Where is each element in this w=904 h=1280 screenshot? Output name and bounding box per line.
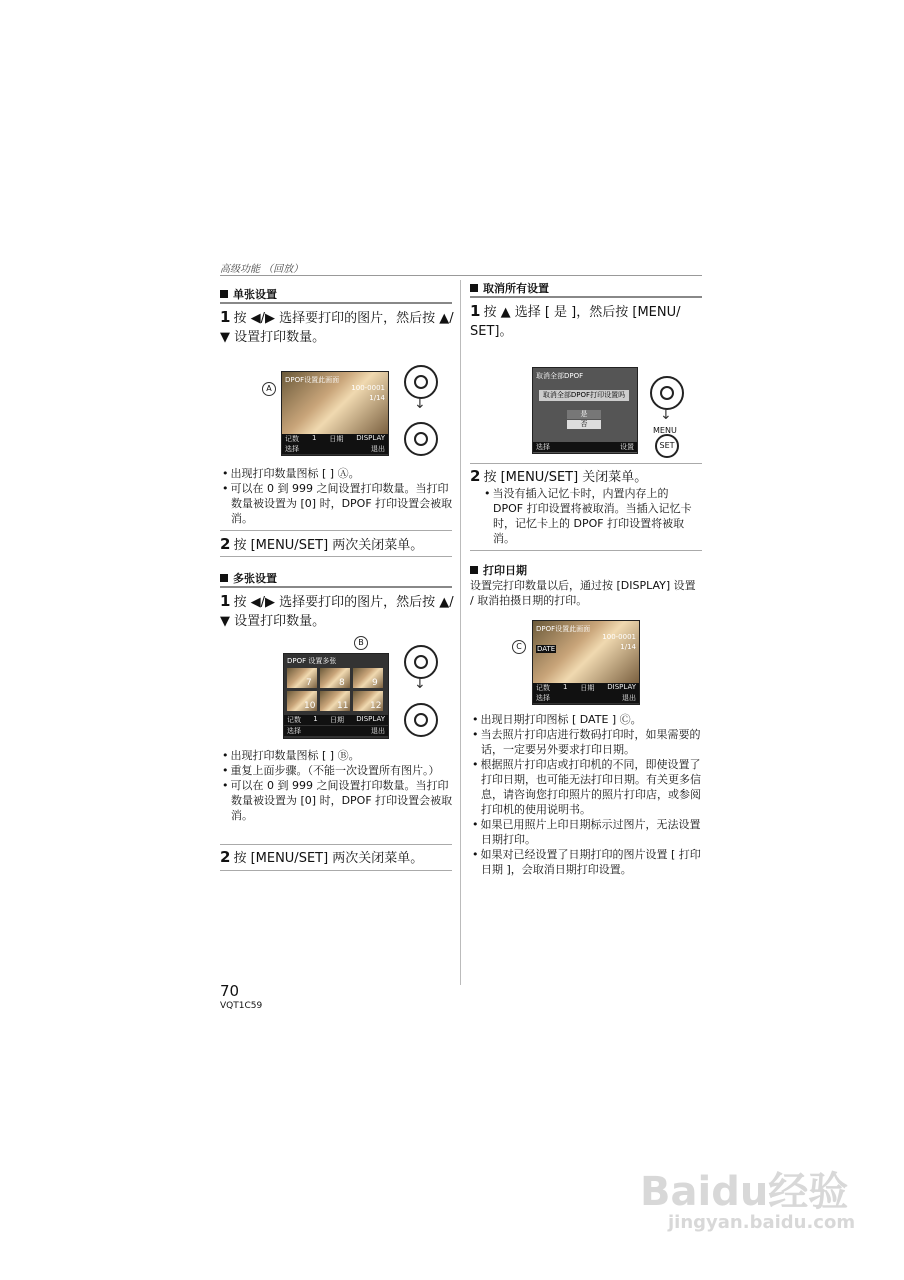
thumb-num: 12: [370, 701, 382, 711]
cancel-select: 选择: [536, 443, 550, 451]
single-date: 日期: [329, 435, 344, 443]
watermark-url: jingyan.baidu.com: [668, 1212, 856, 1233]
section-cancel-title: 取消所有设置: [483, 282, 549, 295]
thumb: [353, 668, 383, 688]
dpad-ud-icon: [404, 703, 438, 737]
arrow-down-icon: ↓: [660, 407, 672, 423]
callout-b: B: [354, 636, 368, 650]
callout-c: C: [512, 640, 526, 654]
multi-exit: 退出: [371, 727, 385, 735]
single-qty: 1: [311, 434, 317, 442]
single-count: 1/14: [369, 394, 385, 402]
thumb-num: 10: [304, 701, 316, 711]
multi-bar-1: [284, 715, 388, 725]
multi-date: 日期: [330, 716, 344, 724]
rule: [220, 556, 452, 557]
date-bullets: [472, 712, 702, 877]
date-bullet-4: • 如果已用照片上印日期标示过图片，无法设置日期打印。: [472, 817, 702, 847]
date-intro: 设置完打印数量以后，通过按 [DISPLAY] 设置 / 取消拍摄日期的打印。: [470, 579, 696, 607]
single-screen-title: DPOF设置此画面: [285, 376, 340, 384]
cancel-question: 取消全部DPOF打印设置吗: [539, 390, 629, 401]
multi-display: DISPLAY: [356, 715, 385, 723]
multi-select: 选择: [287, 727, 301, 735]
date-tag-icon: DATE: [537, 645, 556, 653]
date-bullet-2: • 当去照片打印店进行数码打印时，如果需要的话，一定要另外要求打印日期。: [472, 727, 702, 757]
cancel-screen-title: 取消全部DPOF: [536, 372, 584, 380]
dpad-lr-icon: [404, 645, 438, 679]
date-bullet-1: • 出现日期打印图标 [ DATE ] Ⓒ。: [472, 712, 702, 727]
section-single: [220, 286, 277, 302]
single-select: 选择: [285, 445, 299, 453]
menu-set-button-icon: SET: [655, 434, 679, 458]
rule: [220, 844, 452, 845]
single-bar-1: [282, 434, 388, 444]
rule: [470, 463, 702, 464]
multi-bullet-1: • 出现打印数量图标 [ ] Ⓑ。: [222, 748, 454, 763]
date-qty: 1: [562, 683, 568, 691]
rule: [220, 870, 452, 871]
step-number: 1: [220, 592, 231, 610]
section-single-title: 单张设置: [233, 288, 277, 301]
cancel-step1-text: 按 ▲ 选择 [ 是 ]，然后按 [MENU/ SET]。: [470, 305, 681, 339]
thumb-num: 11: [337, 701, 349, 711]
multi-bar-2: [284, 726, 388, 736]
step-number: 1: [220, 308, 231, 326]
single-bar-2: [282, 444, 388, 454]
step-number: 2: [220, 848, 231, 866]
multi-step2: [220, 848, 455, 868]
cancel-step2: [470, 467, 702, 487]
multi-label: 记数: [287, 716, 301, 724]
bullet-square-icon: [220, 574, 228, 582]
date-display: DISPLAY: [607, 683, 636, 691]
date-screen-title: DPOF设置此画面: [536, 625, 591, 633]
dpad-ud-icon: [404, 422, 438, 456]
header-rule: [220, 275, 702, 276]
single-step1-text: 按 ◀/▶ 选择要打印的图片，然后按 ▲/▼ 设置打印数量。: [220, 311, 454, 345]
column-divider: [460, 280, 461, 985]
single-screen: [281, 371, 389, 456]
cancel-bullet-1: • 当没有插入记忆卡时，内置内存上的 DPOF 打印设置将被取消。当插入记忆卡时，记忆卡上的 DPOF 打印设置将被取消。: [484, 486, 700, 546]
cancel-step1: [470, 302, 702, 341]
cancel-bullets: [484, 486, 700, 546]
cancel-step2-text: 按 [MENU/SET] 关闭菜单。: [483, 470, 648, 485]
cancel-yes: 是: [567, 410, 601, 419]
thumb-num: 8: [339, 678, 345, 688]
arrow-down-icon: ↓: [414, 676, 426, 692]
single-bullet-1: • 出现打印数量图标 [ ] Ⓐ。: [222, 466, 454, 481]
section-date-title: 打印日期: [483, 564, 527, 577]
arrow-down-icon: ↓: [414, 396, 426, 412]
cancel-screen: [532, 367, 638, 454]
section-multi: [220, 570, 277, 586]
multi-step1-text: 按 ◀/▶ 选择要打印的图片，然后按 ▲/▼ 设置打印数量。: [220, 595, 454, 629]
date-bar-2: [533, 693, 639, 703]
single-display: DISPLAY: [356, 434, 385, 442]
page-header: 高级功能 （回放）: [220, 264, 304, 275]
single-bullets: [222, 466, 454, 526]
date-bar-1: [533, 683, 639, 693]
dpad-up-icon: [650, 376, 684, 410]
cancel-bar: [533, 442, 637, 452]
single-exit: 退出: [371, 445, 385, 453]
thumb-num: 7: [306, 678, 312, 688]
step-number: 2: [220, 535, 231, 553]
date-count: 1/14: [620, 643, 636, 651]
multi-step1: [220, 592, 455, 631]
watermark-brand: Baidu经验: [640, 1169, 849, 1215]
callout-a: A: [262, 382, 276, 396]
bullet-square-icon: [470, 566, 478, 574]
multi-bullet-2: • 重复上面步骤。（不能一次设置所有图片。）: [222, 763, 454, 778]
step-number: 2: [470, 467, 481, 485]
date-bullet-3: • 根据照片打印店或打印机的不同，即使设置了打印日期，也可能无法打印日期。有关更多信息，请咨询您打印照片的照片打印店，或参阅打印机的使用说明书。: [472, 757, 702, 817]
multi-bullets: [222, 748, 454, 823]
date-file: 100-0001: [602, 633, 636, 641]
date-exit: 退出: [622, 694, 636, 702]
date-date: 日期: [580, 684, 595, 692]
document-code: VQT1C59: [220, 1001, 263, 1011]
thumb: [320, 668, 350, 688]
section-rule: [220, 586, 452, 588]
multi-screen: [283, 653, 389, 739]
section-rule: [220, 302, 452, 304]
date-select: 选择: [536, 694, 550, 702]
single-file: 100-0001: [351, 384, 385, 392]
cancel-set: 设置: [620, 443, 634, 451]
date-label: 记数: [536, 684, 550, 692]
page-number: 70: [220, 982, 240, 1000]
section-cancel: [470, 280, 549, 296]
single-step2: [220, 535, 455, 555]
date-screen: [532, 620, 640, 705]
menu-label: MENU: [653, 426, 677, 435]
rule: [470, 550, 702, 551]
single-step1: [220, 308, 455, 347]
section-rule: [470, 296, 702, 298]
dpad-lr-icon: [404, 365, 438, 399]
multi-screen-title: DPOF 设置多张: [287, 657, 337, 665]
date-bullet-5: • 如果对已经设置了日期打印的图片设置 [ 打印日期 ]，会取消日期打印设置。: [472, 847, 702, 877]
single-step2-text: 按 [MENU/SET] 两次关闭菜单。: [233, 538, 424, 553]
bullet-square-icon: [470, 284, 478, 292]
single-label: 记数: [285, 435, 299, 443]
multi-qty: 1: [313, 715, 318, 723]
cancel-no: 否: [567, 420, 601, 429]
step-number: 1: [470, 302, 481, 320]
thumb: [287, 668, 317, 688]
section-multi-title: 多张设置: [233, 572, 277, 585]
bullet-square-icon: [220, 290, 228, 298]
section-date: [470, 562, 527, 578]
thumb-num: 9: [372, 678, 378, 688]
multi-bullet-3: • 可以在 0 到 999 之间设置打印数量。当打印数量被设置为 [0] 时，DPOF 打印设置会被取消。: [222, 778, 454, 823]
rule: [220, 530, 452, 531]
single-bullet-2: • 可以在 0 到 999 之间设置打印数量。当打印数量被设置为 [0] 时，DPOF 打印设置会被取消。: [222, 481, 454, 526]
multi-step2-text: 按 [MENU/SET] 两次关闭菜单。: [233, 851, 424, 866]
